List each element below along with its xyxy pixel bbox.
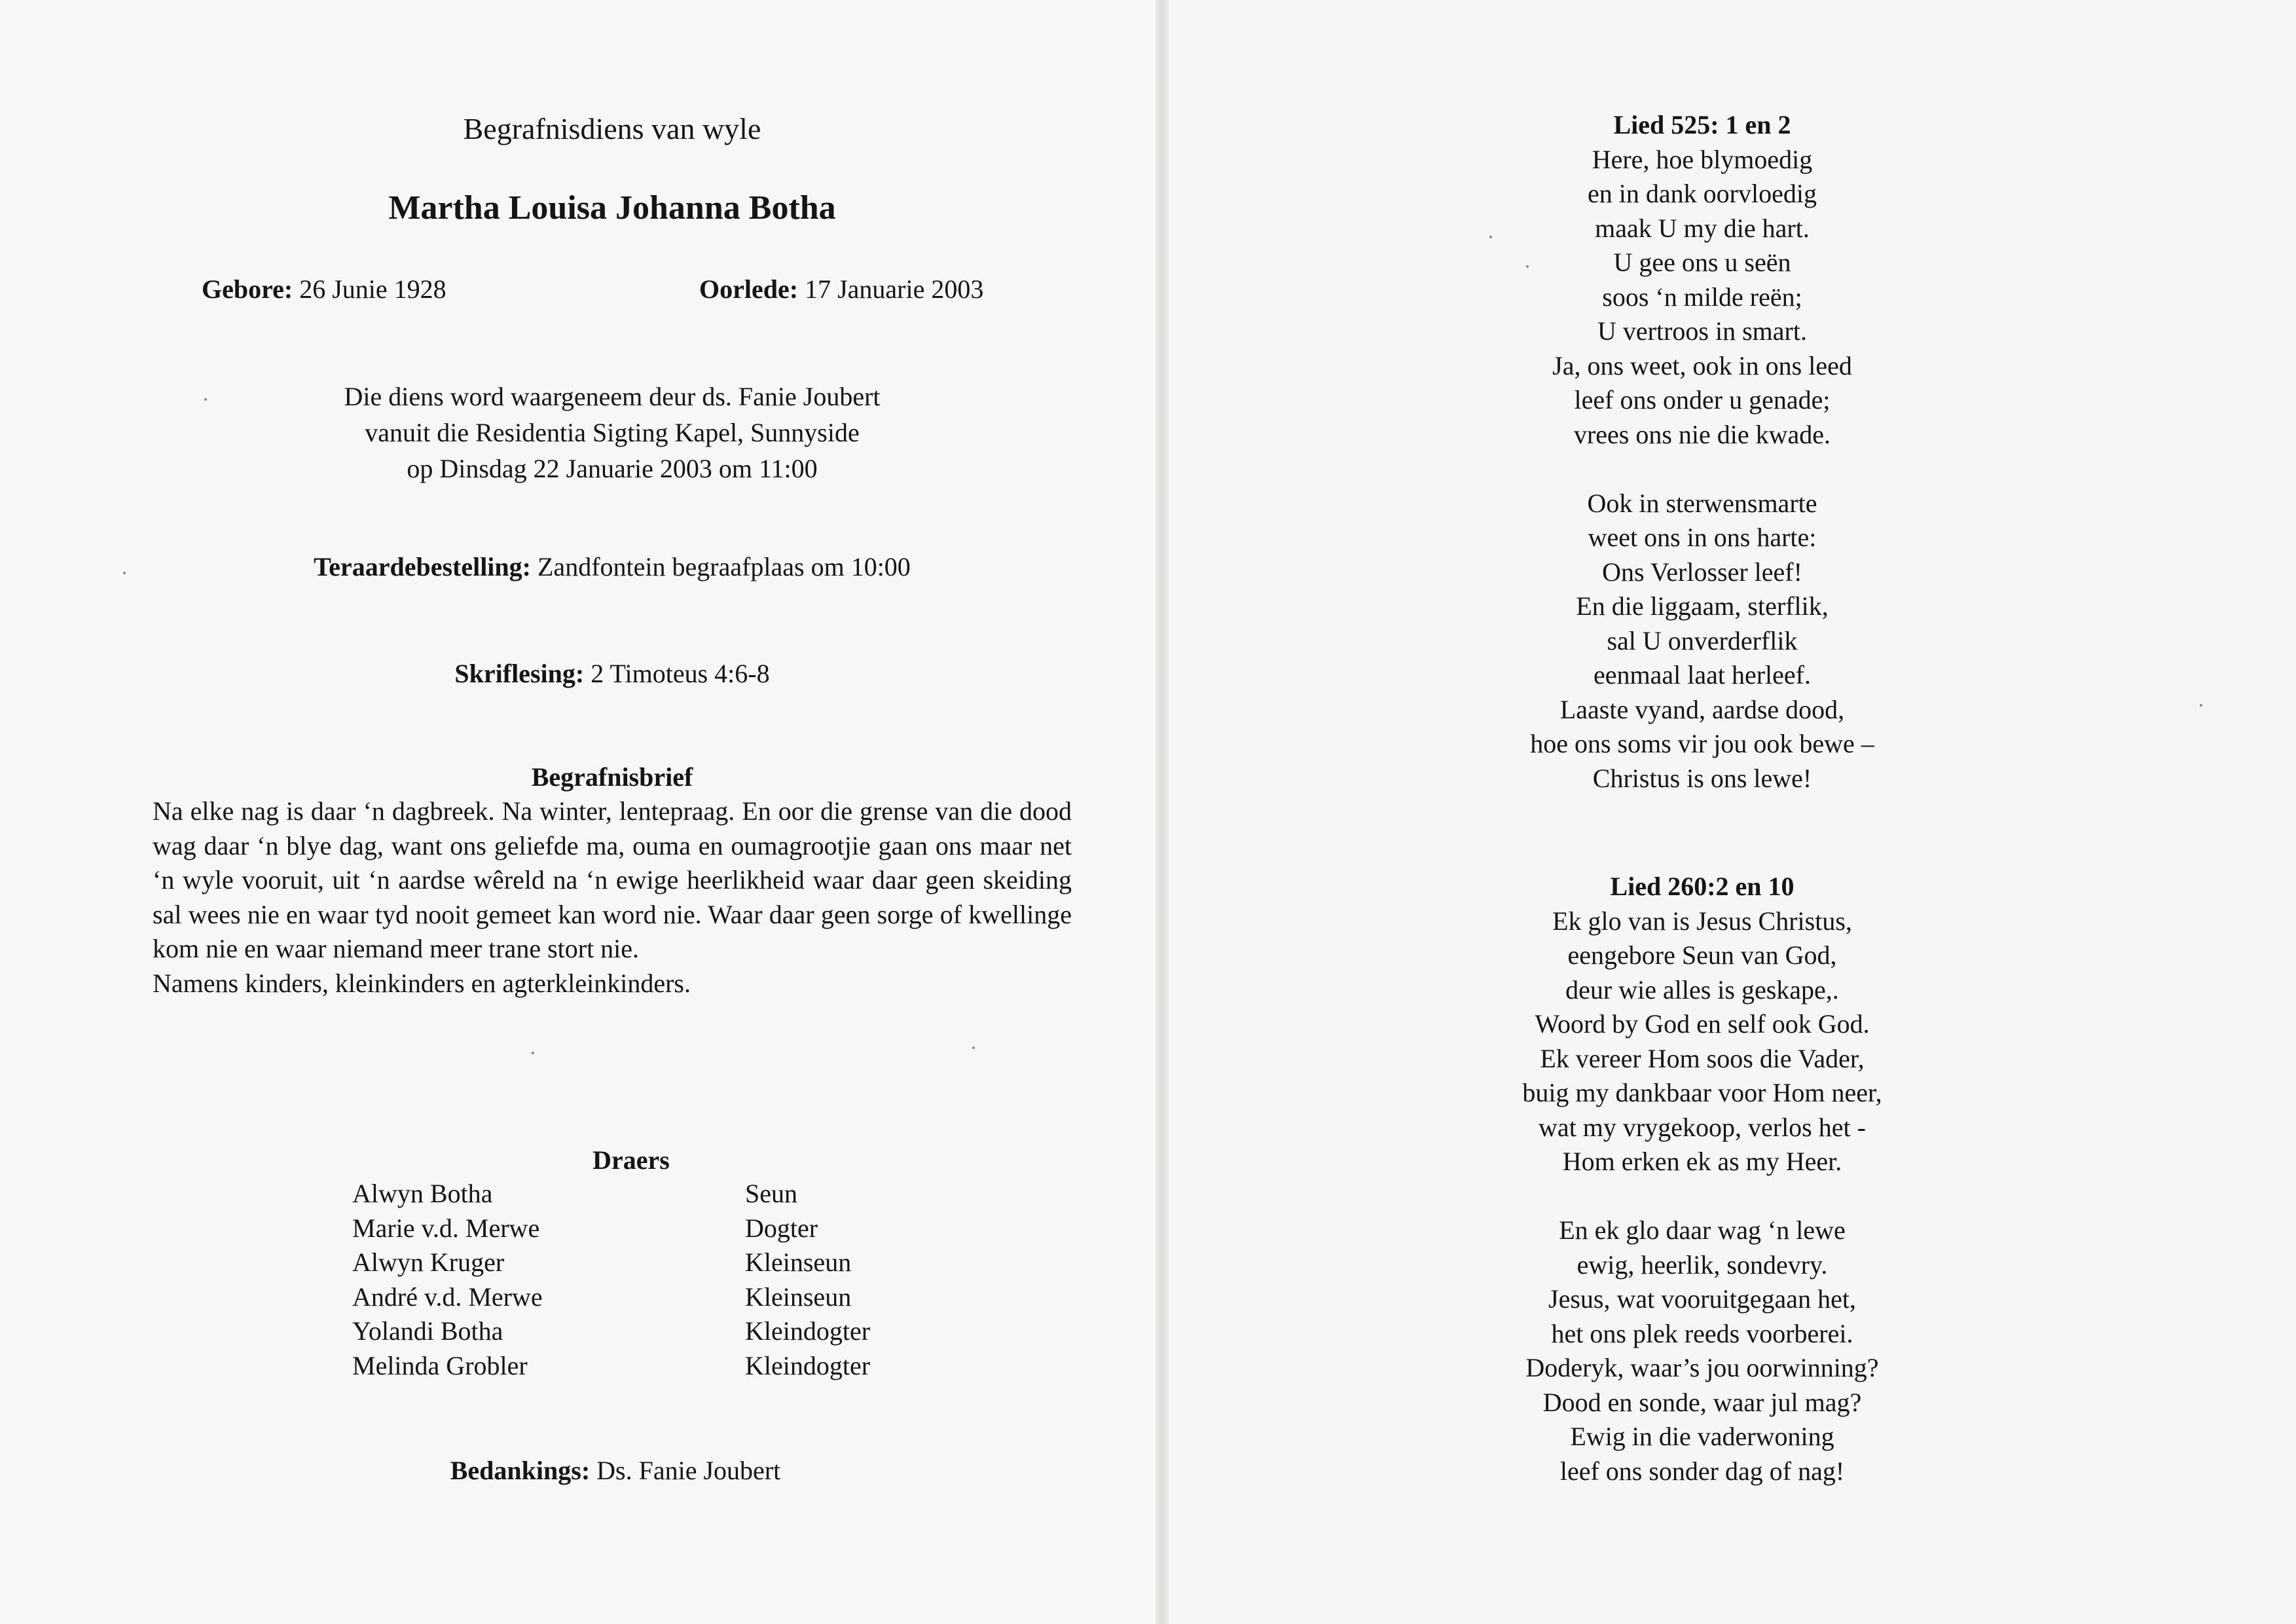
paper-speck: [532, 1052, 534, 1054]
bearer-relation: Kleindogter: [745, 1350, 871, 1380]
bearer-name: Melinda Grobler: [352, 1350, 528, 1380]
reading-label: Skriflesing:: [454, 659, 585, 688]
hymn-line: U vertroos in smart.: [1597, 316, 1807, 346]
died-line: [699, 274, 983, 304]
hymn-line: Ek glo van is Jesus Christus,: [1552, 906, 1852, 936]
bearer-name: Marie v.d. Merwe: [352, 1213, 540, 1243]
hymn-260: [1375, 870, 2030, 1488]
reading-line: [0, 658, 1224, 689]
hymn-line: U gee ons u seën: [1613, 248, 1791, 277]
bearer-relation: Kleindogter: [745, 1316, 871, 1346]
hymn-line: ewig, heerlik, sondevry.: [1576, 1249, 1828, 1280]
thanks-name: Ds. Fanie Joubert: [590, 1456, 781, 1485]
hymn-line: En ek glo daar wag ‘n lewe: [1559, 1215, 1846, 1245]
hymn-line: Ek vereer Hom soos die Vader,: [1540, 1043, 1865, 1073]
hymn-line: eengebore Seun van God,: [1567, 940, 1837, 970]
hymn-line: hoe ons soms vir jou ook bewe –: [1530, 729, 1874, 758]
hymn-line: soos ‘n milde reën;: [1602, 282, 1802, 312]
bearer-row: [352, 1280, 928, 1315]
hymn-line: deur wie alles is geskape,.: [1565, 974, 1839, 1005]
hymn-line: Woord by God en self ook God.: [1535, 1009, 1870, 1039]
burial-label: Teraardebestelling:: [314, 552, 531, 581]
service-line: vanuit die Residentia Sigting Kapel, Sunnyside: [365, 418, 860, 447]
letter-paragraph: Na elke nag is daar ‘n dagbreek. Na winter, lentepraag. En oor die grense van die dood wag daar ‘n blye dag, want ons geliefde ma, ouma en oumagrootjie gaan ons maar net ‘n wyle vooruit, uit ‘n aardse wêreld na ‘n ewige heerlikheid waar daar geen skeiding sal wees nie en waar tyd nooit gemeet kan word nie. Waar daar geen sorge of kwellinge kom nie en waar niemand meer trane stort nie.: [153, 796, 1072, 963]
bearer-name: Alwyn Kruger: [352, 1247, 505, 1277]
hymn-line: Hom erken ek as my Heer.: [1562, 1147, 1842, 1176]
burial-details: Zandfontein begraafplaas om 10:00: [531, 552, 911, 581]
deceased-name: Martha Louisa Johanna Botha: [388, 189, 836, 227]
bearer-row: [352, 1211, 928, 1246]
service-intro: Begrafnisdiens van wyle: [463, 112, 761, 145]
letter-body: [153, 794, 1072, 1001]
hymn-title: Lied 525: 1 en 2: [1613, 110, 1791, 139]
hymn-line: en in dank oorvloedig: [1588, 179, 1817, 208]
page-fold: [1156, 0, 1169, 1624]
died-label: Oorlede:: [699, 274, 799, 304]
hymn-line: Laaste vyand, aardse dood,: [1559, 694, 1845, 724]
bearer-relation: Seun: [745, 1179, 797, 1208]
service-line: Die diens word waargeneem deur ds. Fanie Joubert: [344, 382, 881, 411]
bearer-relation: Dogter: [745, 1213, 818, 1243]
bearers-title: Draers: [592, 1145, 670, 1175]
born-label: Gebore:: [202, 274, 293, 304]
service-line: op Dinsdag 22 Januarie 2003 om 11:00: [407, 454, 818, 483]
hymn-line: eenmaal laat herleef.: [1594, 660, 1811, 690]
hymn-line: weet ons in ons harte:: [1588, 523, 1817, 552]
paper-speck: [2200, 704, 2202, 707]
bearer-name: Alwyn Botha: [352, 1179, 493, 1208]
reading-reference: 2 Timoteus 4:6-8: [584, 659, 770, 688]
bearer-relation: Kleinseun: [745, 1247, 852, 1277]
hymn-line: Jesus, wat vooruitgegaan het,: [1548, 1284, 1856, 1314]
hymn-line: Doderyk, waar’s jou oorwinning?: [1525, 1353, 1879, 1382]
bearers-list: [352, 1177, 928, 1383]
hymn-line: Ons Verlosser leef!: [1602, 557, 1802, 587]
hymn-line: Dood en sonde, waar jul mag?: [1542, 1387, 1862, 1417]
hymn-line: sal U onverderflik: [1607, 625, 1798, 655]
bearer-row: [352, 1349, 928, 1384]
hymn-line: Ook in sterwensmarte: [1587, 488, 1817, 518]
hymn-525: [1375, 108, 2030, 796]
hymn-line: het ons plek reeds voorberei.: [1551, 1318, 1853, 1348]
bearer-row: [352, 1177, 928, 1211]
hymn-line: maak U my die hart.: [1595, 213, 1810, 243]
bearer-name: Yolandi Botha: [352, 1316, 503, 1346]
bearer-row: [352, 1314, 928, 1349]
hymn-line: Christus is ons lewe!: [1592, 763, 1812, 793]
stanza-gap: [1375, 1179, 2030, 1214]
born-date: 26 Junie 1928: [293, 274, 446, 304]
hymn-line: buig my dankbaar voor Hom neer,: [1522, 1078, 1882, 1107]
hymn-line: Ewig in die vaderwoning: [1570, 1422, 1834, 1451]
hymn-line: En die liggaam, sterflik,: [1576, 591, 1829, 621]
hymn-line: wat my vrygekoop, verlos het -: [1539, 1112, 1866, 1142]
letter-title: Begrafnisbrief: [531, 762, 693, 792]
hymn-title: Lied 260:2 en 10: [1610, 872, 1795, 901]
bearer-relation: Kleinseun: [745, 1282, 852, 1312]
born-line: [202, 274, 446, 304]
hymn-line: leef ons sonder dag of nag!: [1559, 1456, 1845, 1486]
thanks-label: Bedankings:: [450, 1456, 591, 1485]
hymn-line: vrees ons nie die kwade.: [1573, 419, 1831, 449]
thanks-line: [0, 1455, 1231, 1486]
stanza-gap: [1375, 452, 2030, 487]
hymn-line: leef ons onder u genade;: [1574, 385, 1831, 415]
died-date: 17 Januarie 2003: [798, 274, 984, 304]
hymn-line: Ja, ons weet, ook in ons leed: [1552, 350, 1852, 380]
hymn-line: Here, hoe blymoedig: [1592, 144, 1813, 174]
bearer-name: André v.d. Merwe: [352, 1282, 543, 1312]
letter-signoff: Namens kinders, kleinkinders en agterkleinkinders.: [153, 968, 691, 998]
paper-speck: [972, 1046, 975, 1049]
burial-line: [0, 551, 1224, 582]
bearer-row: [352, 1246, 928, 1280]
service-details: [0, 378, 1224, 487]
